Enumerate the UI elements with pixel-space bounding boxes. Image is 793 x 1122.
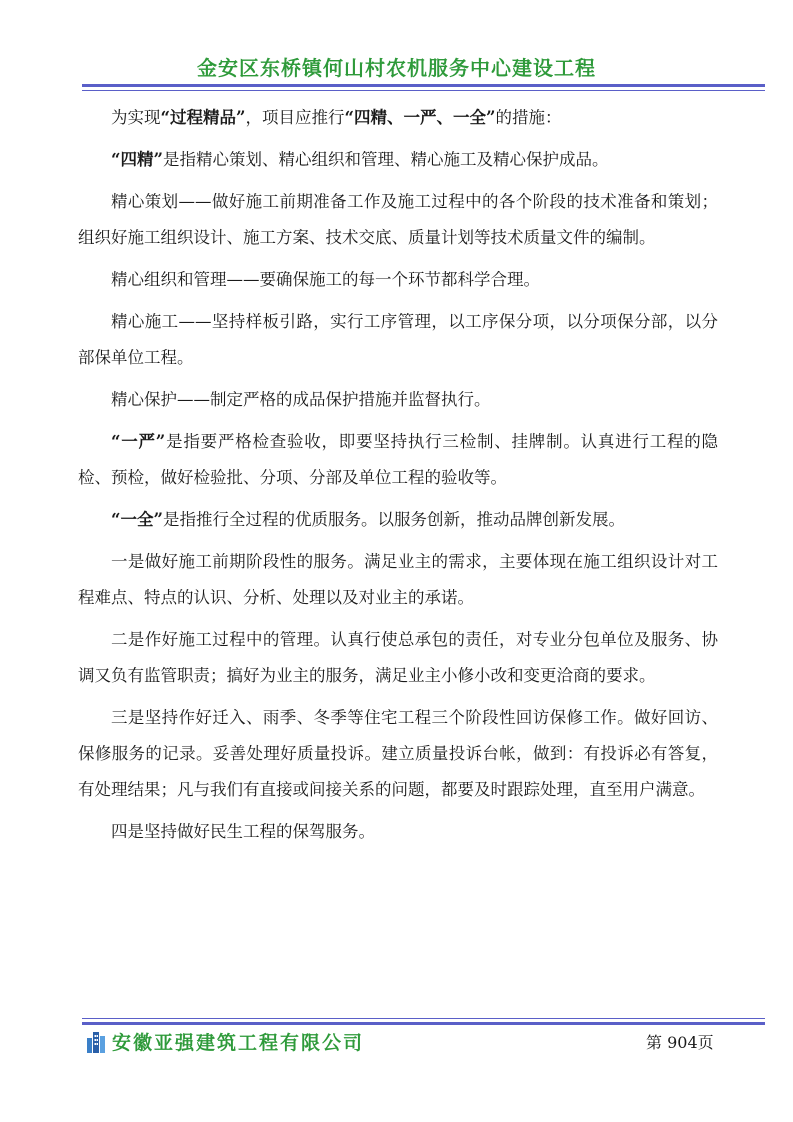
body-paragraph: [78, 184, 718, 256]
bold-term: “四精、一严、一全”: [344, 108, 496, 127]
paragraph-text: 精心组织和管理——要确保施工的每一个环节都科学合理。: [111, 270, 540, 289]
body-paragraph: [78, 142, 718, 178]
paragraph-text: 三是坚持作好迁入、雨季、冬季等住宅工程三个阶段性回访保修工作。做好回访、保修服务的记录。妥善处理好质量投诉。建立质量投诉台帐，做到：有投诉必有答复，有处理结果；凡与我们有直接或间接关系的问题，都要及时跟踪处理，直至用户满意。: [78, 708, 718, 799]
paragraph-text: 四是坚持做好民生工程的保驾服务。: [111, 822, 375, 841]
body-paragraph: [78, 424, 718, 496]
body-paragraph: [78, 700, 718, 808]
body-paragraph: [78, 544, 718, 616]
paragraph-text: 是指要严格检查验收，即要坚持执行三检制、挂牌制。认真进行工程的隐检、预检，做好检验批、分项、分部及单位工程的验收等。: [78, 432, 719, 487]
bold-term: “一全”: [111, 510, 163, 529]
body-paragraph: [78, 502, 718, 538]
paragraph-text: ，项目应推行: [245, 108, 345, 127]
paragraph-text: 精心策划——做好施工前期准备工作及施工过程中的各个阶段的技术准备和策划；组织好施工组织设计、施工方案、技术交底、质量计划等技术质量文件的编制。: [78, 192, 718, 247]
paragraph-text: 是指精心策划、精心组织和管理、精心施工及精心保护成品。: [162, 150, 609, 169]
document-body: [78, 100, 718, 856]
body-paragraph: [78, 262, 718, 298]
footer-company-name: 安徽亚强建筑工程有限公司: [112, 1032, 365, 1054]
bold-term: “四精”: [111, 150, 163, 169]
footer-rule-thin: [82, 1018, 765, 1019]
body-paragraph: [78, 100, 718, 136]
footer-rule-thick: [82, 1022, 765, 1025]
header-rule-thick: [82, 84, 765, 87]
header-rule-thin: [82, 90, 765, 91]
paragraph-text: 精心保护——制定严格的成品保护措施并监督执行。: [111, 390, 491, 409]
paragraph-text: 的措施：: [495, 108, 562, 127]
building-logo-icon: [86, 1029, 108, 1053]
footer-page-number: 第 904页: [646, 1033, 714, 1052]
body-paragraph: [78, 622, 718, 694]
body-paragraph: [78, 304, 718, 376]
page-header-title: 金安区东桥镇何山村农机服务中心建设工程: [197, 56, 596, 80]
bold-term: “一严”: [111, 432, 166, 451]
paragraph-text: 是指推行全过程的优质服务。以服务创新，推动品牌创新发展。: [162, 510, 625, 529]
paragraph-text: 精心施工——坚持样板引路，实行工序管理，以工序保分项，以分项保分部，以分部保单位工程。: [78, 312, 718, 367]
body-paragraph: [78, 814, 718, 850]
paragraph-text: 二是作好施工过程中的管理。认真行使总承包的责任，对专业分包单位及服务、协调又负有监管职责；搞好为业主的服务，满足业主小修小改和变更洽商的要求。: [78, 630, 718, 685]
paragraph-text: 为实现: [111, 108, 161, 127]
paragraph-text: 一是做好施工前期阶段性的服务。满足业主的需求，主要体现在施工组织设计对工程难点、特点的认识、分析、处理以及对业主的承诺。: [78, 552, 718, 607]
bold-term: “过程精品”: [160, 108, 246, 127]
body-paragraph: [78, 382, 718, 418]
